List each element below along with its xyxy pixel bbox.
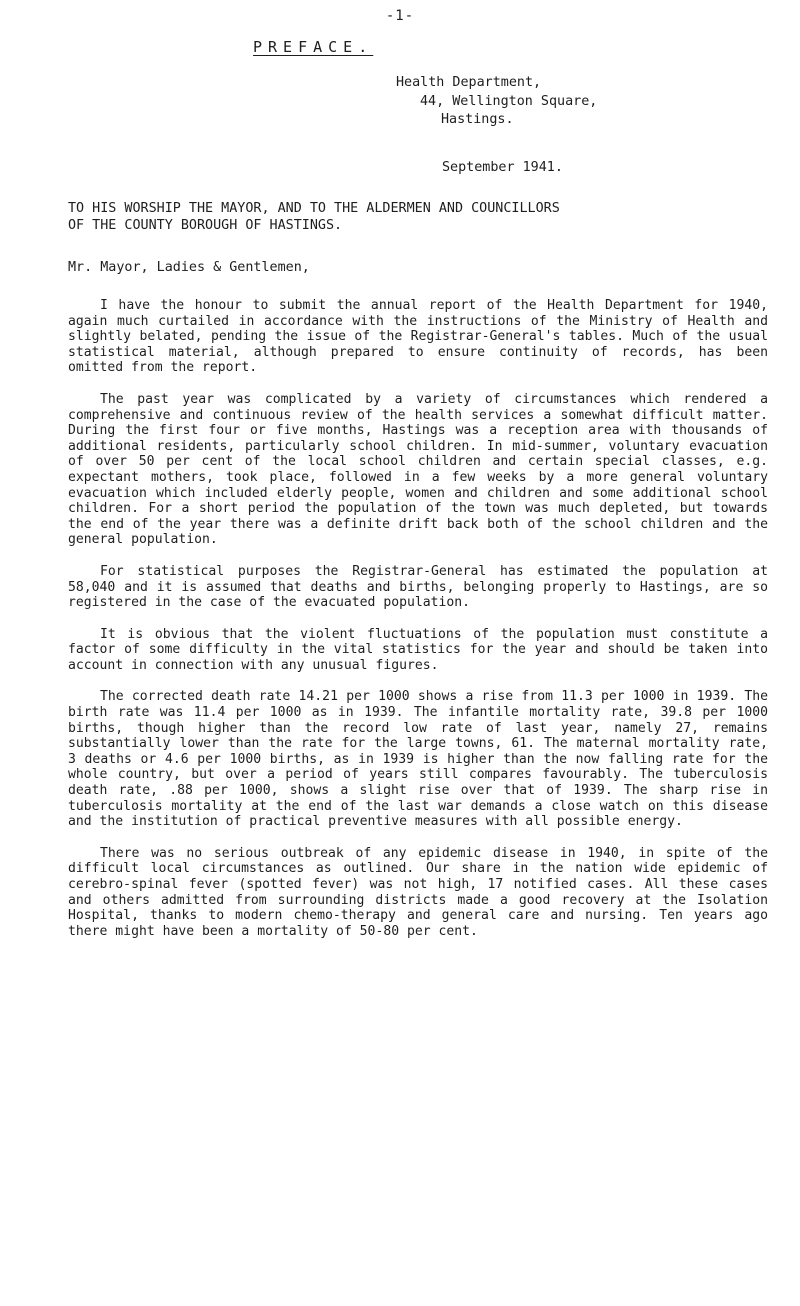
salutation: Mr. Mayor, Ladies & Gentlemen, [68,260,310,275]
letter-date: September 1941. [442,160,563,175]
page-heading: PREFACE. [253,38,374,56]
letter-body [68,298,768,955]
address-line-street: 44, Wellington Square, [420,93,598,109]
address-line-town: Hastings. [441,112,514,127]
paragraph-introduction: I have the honour to submit the annual report of the Health Department for 1940, again much curtailed in accordance with the instructions of the Ministry of Health and slightly belated, pending the issue of the Registrar-General's tables. Much of the usual statistical material, although prepared to ensure continuity of records, has been omitted from the report. [68,298,768,376]
paragraph-fluctuations: It is obvious that the violent fluctuations of the population must constitute a factor of some difficulty in the vital statistics for the year and should be taken into account in connection with any unusual figures. [68,626,768,673]
paragraph-circumstances: The past year was complicated by a variety of circumstances which rendered a comprehensive and continuous review of the health services a somewhat difficult matter. During the first four or five months, Hastings was a reception area with thousands of additional residents, particularly school children. In mid-summer, voluntary evacuation of over 50 per cent of the local school children and certain special classes, e.g. expectant mothers, took place, followed in a few weeks by a more general voluntary evacuation which included elderly people, women and children and some additional school children. For a short period the population of the town was much depleted, but towards the end of the year there was a definite drift back both of the school children and the general population. [68,391,768,548]
address-line-department: Health Department, [396,75,542,90]
addressee-line-1: TO HIS WORSHIP THE MAYOR, AND TO THE ALDERMEN AND COUNCILLORS [68,201,560,216]
addressee-line-2: OF THE COUNTY BOROUGH OF HASTINGS. [68,218,343,233]
addressee [68,200,560,234]
paragraph-population-estimate: For statistical purposes the Registrar-General has estimated the population at 58,040 and it is assumed that deaths and births, belonging properly to Hastings, are so registered in the case of the evacuated population. [68,563,768,611]
sender-address [396,74,597,130]
paragraph-vital-statistics: The corrected death rate 14.21 per 1000 shows a rise from 11.3 per 1000 in 1939. The birth rate was 11.4 per 1000 as in 1939. The infantile mortality rate, 39.8 per 1000 births, though higher than the record low rate of last year, namely 27, remains substantially lower than the rate for the large towns, 61. The maternal mortality rate, 3 deaths or 4.6 per 1000 births, as in 1939 is higher than the now falling rate for the whole country, but over a period of years still compares favourably. The tuberculosis death rate, .88 per 1000, shows a slight rise over that of 1939. The sharp rise in tuberculosis mortality at the end of the last war demands a close watch on this disease and the institution of practical preventive measures with all possible energy. [68,689,768,830]
page-number: -1- [385,8,415,24]
paragraph-epidemics: There was no serious outbreak of any epidemic disease in 1940, in spite of the difficult local circumstances as outlined. Our share in the nation wide epidemic of cerebro-spinal fever (spotted fever) was not high, 17 notified cases. All these cases and others admitted from surrounding districts made a good recovery at the Isolation Hospital, thanks to modern chemo-therapy and general care and nursing. Ten years ago there might have been a mortality of 50-80 per cent. [68,845,768,939]
